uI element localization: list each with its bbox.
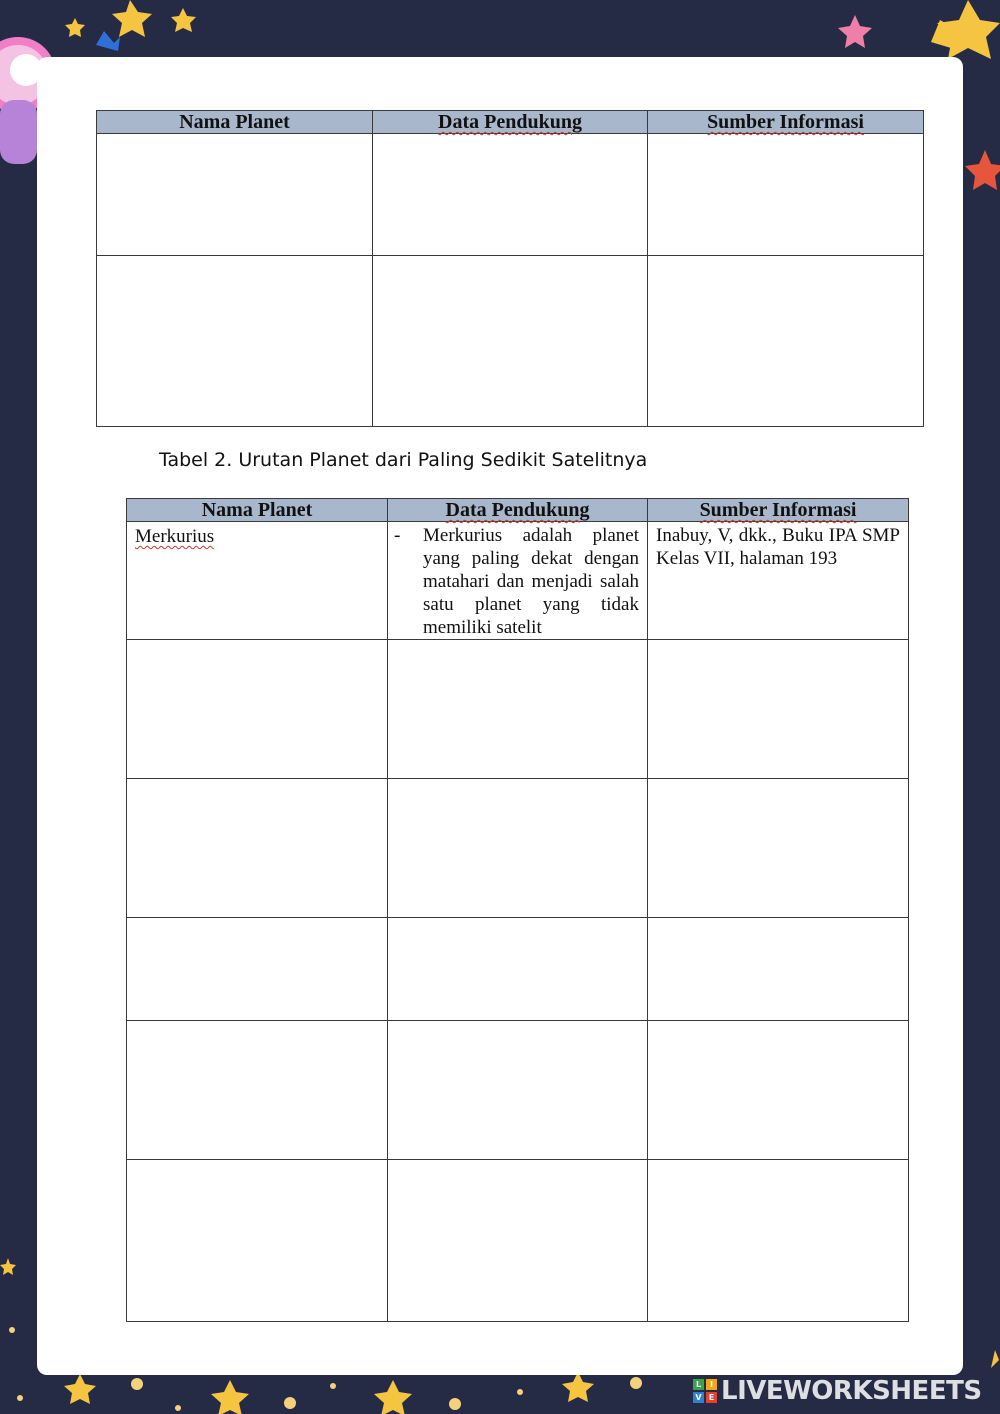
answer-cell[interactable] (648, 779, 909, 918)
column-header-sumber-informasi: Sumber Informasi (648, 111, 924, 134)
answer-cell[interactable] (648, 1021, 909, 1160)
planet-name-cell (127, 522, 388, 640)
answer-cell[interactable] (388, 779, 648, 918)
logo-letter: L (693, 1379, 704, 1390)
column-header-sumber-informasi: Sumber Informasi (648, 499, 909, 522)
table-caption: Tabel 2. Urutan Planet dari Paling Sedikit Satelitnya (159, 449, 648, 471)
table-header-row (97, 111, 924, 134)
column-header-data-pendukung: Data Pendukung (373, 111, 648, 134)
table-row (127, 640, 909, 779)
supporting-data-text: Merkurius adalah planet yang paling dekat dengan matahari dan menjadi salah satu planet yang tidak memiliki satelit (423, 525, 639, 638)
planet-table-1 (96, 110, 924, 427)
list-dash: - (394, 525, 401, 546)
table-row (127, 1021, 909, 1160)
answer-cell[interactable] (127, 918, 388, 1021)
logo-letter: E (706, 1392, 717, 1403)
source-cell (648, 522, 909, 640)
answer-cell[interactable] (388, 918, 648, 1021)
answer-cell[interactable] (388, 1021, 648, 1160)
answer-cell[interactable] (373, 134, 648, 256)
table-row (97, 134, 924, 256)
source-text: Inabuy, V, dkk., Buku IPA SMP Kelas VII, halaman 193 (656, 525, 900, 569)
answer-cell[interactable] (648, 134, 924, 256)
answer-cell[interactable] (648, 918, 909, 1021)
answer-cell[interactable] (648, 640, 909, 779)
column-header-nama-planet: Nama Planet (97, 111, 373, 134)
table-row (97, 256, 924, 427)
table-row (127, 1160, 909, 1322)
logo-letter: I (706, 1379, 717, 1390)
table-row (127, 779, 909, 918)
answer-cell[interactable] (127, 779, 388, 918)
logo-letter: V (693, 1392, 704, 1403)
planet-table-2 (126, 498, 909, 1322)
answer-cell[interactable] (127, 640, 388, 779)
logo-grid-icon (693, 1379, 717, 1403)
answer-cell[interactable] (97, 134, 373, 256)
answer-cell[interactable] (388, 1160, 648, 1322)
answer-cell[interactable] (127, 1160, 388, 1322)
answer-cell[interactable] (648, 1160, 909, 1322)
answer-cell[interactable] (373, 256, 648, 427)
table-row (127, 522, 909, 640)
logo-text: LIVEWORKSHEETS (721, 1376, 982, 1406)
supporting-data-cell (388, 522, 648, 640)
answer-cell[interactable] (388, 640, 648, 779)
table-header-row (127, 499, 909, 522)
answer-cell[interactable] (97, 256, 373, 427)
liveworksheets-logo (693, 1378, 982, 1404)
column-header-nama-planet: Nama Planet (127, 499, 388, 522)
table-row (127, 918, 909, 1021)
column-header-data-pendukung: Data Pendukung (388, 499, 648, 522)
answer-cell[interactable] (648, 256, 924, 427)
planet-name: Merkurius (135, 526, 215, 547)
answer-cell[interactable] (127, 1021, 388, 1160)
